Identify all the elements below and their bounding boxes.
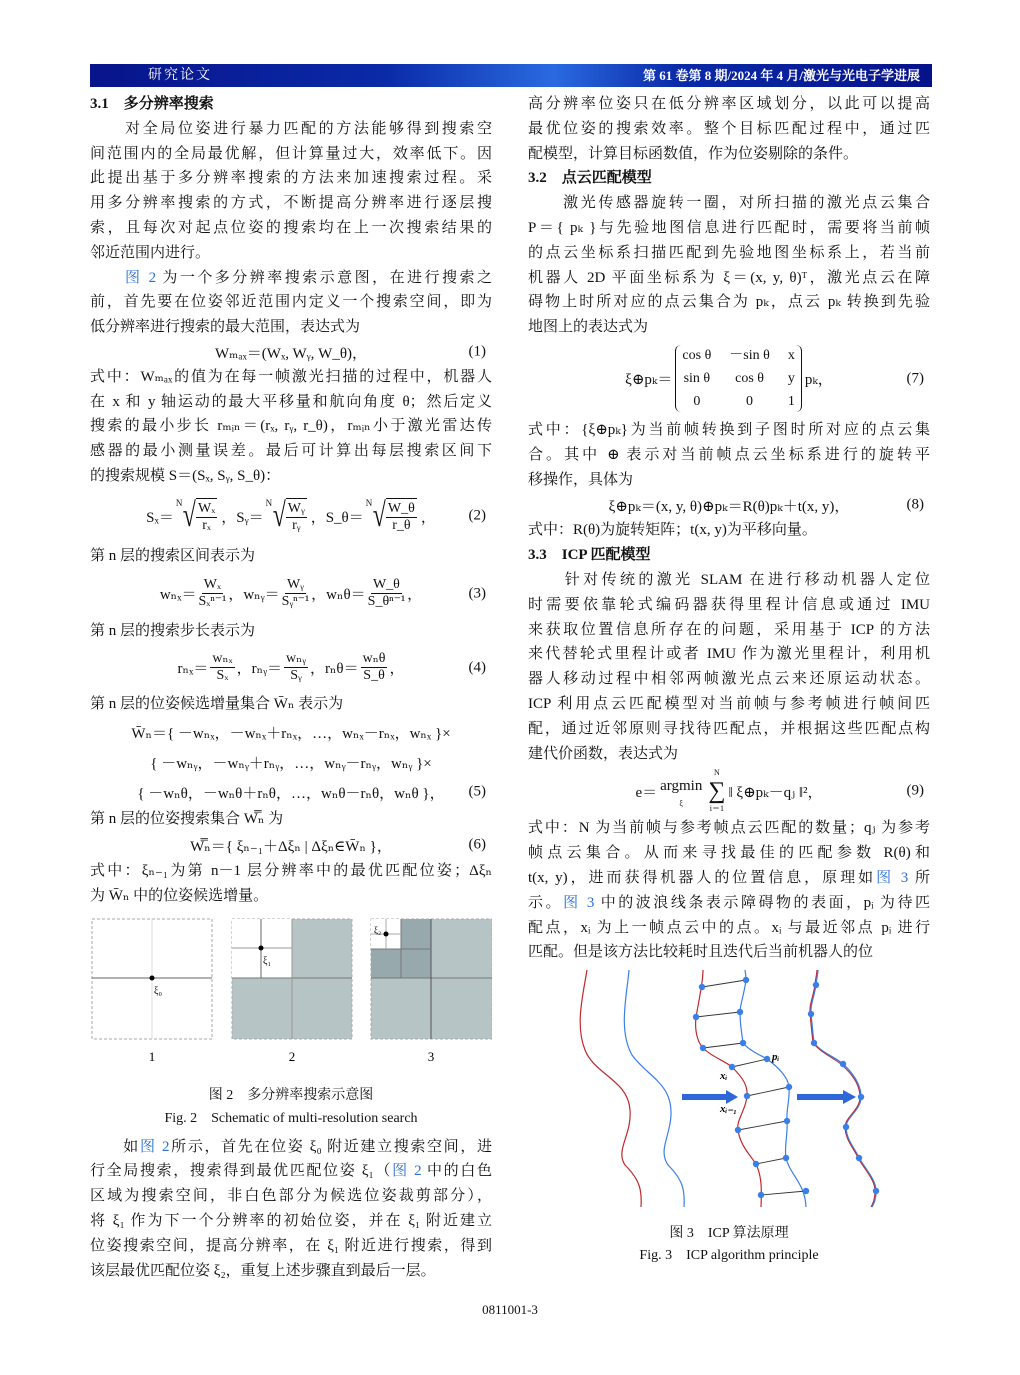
section-heading: 3.3 ICP 匹配模型 — [528, 547, 651, 564]
point-marker — [843, 1124, 849, 1130]
paragraph — [528, 816, 930, 965]
text-line: 最优位姿的搜索效率。整个目标匹配过程中，通过匹 — [528, 120, 930, 137]
text-line: 前，首先要在位姿邻近范围内定义一个搜索空间，即为 — [90, 294, 492, 311]
math-text: ，Sᵧ＝ — [221, 509, 264, 526]
text-line: 将 ξ₁ 作为下一个分辨率的初始位姿，并在 ξ₁ 附近建立 — [90, 1212, 492, 1229]
icp-diagram — [528, 965, 930, 1210]
text-line: 合。其中 ⊕ 表示对当前帧点云坐标系进行的旋转平 — [528, 446, 930, 463]
text-line: 匹配。但是该方法比较耗时且迭代后当前机器人的位 — [528, 944, 874, 961]
equation-body — [609, 495, 850, 516]
paragraph — [528, 418, 930, 492]
nth-root — [266, 498, 309, 534]
text-line: 该层最优匹配位姿 ξ₂，重复上述步骤直到最后一层。 — [90, 1262, 436, 1279]
equation-number: (3) — [468, 585, 486, 602]
panel-3 — [371, 919, 492, 1039]
figure-2 — [90, 909, 492, 1135]
equation — [528, 492, 930, 518]
numerator: wₙᵧ — [286, 651, 306, 667]
text-line: 式中：{ξ⊕pₖ}为当前帧转换到子图时所对应的点云集 — [528, 421, 930, 438]
point-marker — [783, 1155, 789, 1161]
panel-label-1: 1 — [148, 1048, 156, 1064]
equation-body — [146, 498, 436, 534]
point-marker — [700, 1045, 706, 1051]
equation-body — [635, 768, 822, 814]
figure-link[interactable]: 图 2 — [392, 1163, 422, 1180]
equation — [90, 569, 492, 619]
root-index: N — [365, 498, 373, 509]
paragraph — [90, 859, 492, 909]
text-line: 搜索的最小步长 rₘᵢₙ＝(rₓ, rᵧ, r_θ)，rₘᵢₙ小于激光雷达传 — [90, 418, 492, 435]
fraction — [286, 498, 307, 534]
figure-2-caption-cn: 图 2 多分辨率搜索示意图 — [208, 1087, 374, 1103]
blue-curve-2 — [740, 970, 806, 1207]
matrix — [675, 345, 801, 412]
multi-resolution-diagram — [90, 917, 492, 1067]
paragraph — [528, 92, 930, 166]
paragraph — [90, 619, 492, 644]
text-line: 低分辨率进行搜索的最大范围，表达式为 — [90, 319, 361, 336]
matrix-cell: 1 — [787, 394, 795, 410]
text-line: 用多分辨率搜索的方式，不断提高分辨率进行逐层搜 — [90, 195, 492, 212]
denominator: Sₓ — [216, 668, 229, 684]
denominator: r_θ — [392, 518, 411, 534]
journal-header-bar — [90, 64, 932, 87]
denominator: S_θⁿ⁻¹ — [367, 594, 406, 610]
text-line: 来获取位置信息所存在的问题，采用基于 ICP 的方法 — [528, 621, 930, 638]
math-text: { －wₙᵧ，－wₙᵧ＋rₙᵧ，…，wₙᵧ－rₙᵧ，wₙᵧ }× — [150, 755, 432, 772]
equation-body — [131, 722, 450, 743]
text-line: 第 n 层的搜索区间表示为 — [90, 547, 256, 564]
section-heading: 3.1 多分辨率搜索 — [90, 96, 214, 112]
matrix-cell: sin θ — [683, 371, 711, 387]
denominator: Sᵧⁿ⁻¹ — [281, 594, 310, 610]
equation-number: (9) — [906, 782, 924, 799]
matrix-cell: 0 — [746, 394, 754, 410]
point-marker — [740, 1040, 746, 1046]
section-label: 研究论文 — [148, 68, 212, 83]
equation-number: (6) — [468, 836, 486, 853]
correspondence-line — [702, 980, 746, 987]
math-text: { －wₙθ，－wₙθ＋rₙθ，…，wₙθ－rₙθ，wₙθ }， — [137, 785, 445, 802]
fraction — [196, 498, 217, 534]
text-line: 配，通过近邻原则寻找待匹配点，并根据这些匹配点构 — [528, 720, 930, 737]
aligned-blue-curve — [811, 970, 876, 1207]
denominator: rᵧ — [292, 518, 301, 534]
paragraph — [528, 518, 930, 543]
matrix-cell: y — [787, 371, 795, 387]
text-segment: 如 — [90, 1138, 140, 1155]
point-marker — [803, 1188, 809, 1194]
math-text: ， — [407, 587, 423, 604]
text-line: 碍物上时所对应的点云集合为 pₖ，点云 pₖ 转换到先验 — [528, 294, 930, 311]
math-text: rₙₓ＝ — [177, 661, 209, 678]
matrix-cell: x — [787, 348, 795, 364]
paragraph — [90, 692, 492, 717]
equation-number: (1) — [468, 343, 486, 360]
text-line: 感器的最小测量误差。最后可计算出每层搜索区间下 — [90, 443, 492, 460]
paragraph — [90, 365, 492, 489]
numerator: Wᵧ — [287, 501, 305, 517]
numerator: Wₓ — [203, 577, 222, 593]
text-line: 地图上的表达式为 — [528, 319, 649, 336]
equation — [528, 340, 930, 418]
text-segment: 所 — [908, 869, 930, 886]
point-marker — [699, 984, 705, 990]
text-line — [528, 891, 930, 916]
equation-body — [625, 345, 833, 412]
point-marker — [856, 1155, 862, 1161]
equation — [90, 717, 492, 747]
text-line: 针对传统的激光 SLAM 在进行移动机器人定位 — [528, 571, 930, 588]
point-marker — [813, 982, 819, 988]
text-line: 邻近范围内进行。 — [90, 244, 211, 261]
figure-3-caption-en: Fig. 3 ICP algorithm principle — [639, 1248, 819, 1264]
equation-number: (2) — [468, 507, 486, 524]
text-line: 高分辨率位姿只在低分辨率区域划分，以此可以提高 — [528, 96, 930, 112]
numerator: W_θ — [372, 577, 400, 593]
equation — [90, 643, 492, 692]
text-line — [528, 866, 930, 891]
journal-info: 第 61 卷第 8 期/2024 年 4 月/激光与光电子学进展 — [643, 68, 920, 83]
label-x-i: xᵢ — [720, 1070, 728, 1083]
figure-link[interactable]: 图 2 — [124, 269, 157, 286]
right-column — [528, 92, 930, 1275]
text-line: 的搜索规模 S＝(Sₓ, Sᵧ, S_θ)： — [90, 467, 281, 484]
denominator: Sᵧ — [290, 668, 302, 684]
fraction — [386, 498, 417, 534]
denominator: rₓ — [202, 518, 211, 534]
text-line: 在 x 和 y 轴运动的最大平移量和航向角度 θ；然后定义 — [90, 393, 492, 410]
math-text: W̿ₙ＝{ ξₙ₋₁＋Δξₙ | Δξₙ∈W̄ₙ }， — [190, 838, 392, 855]
big-operator — [660, 773, 702, 809]
radical-sign: √ — [272, 497, 286, 535]
operator-upper: N — [713, 768, 720, 778]
math-text: ，wₙᵧ＝ — [228, 587, 280, 604]
equation-number: (4) — [468, 659, 486, 676]
text-line: 式中：N 为当前帧与参考帧点云匹配的数量；qⱼ 为参考 — [528, 820, 930, 837]
math-text: Wₘₐₓ＝(Wₓ, Wᵧ, W_θ)， — [214, 345, 367, 362]
text-line: 激光传感器旋转一圈，对所扫描的激光点云集合 — [528, 195, 930, 212]
figure-3 — [528, 965, 930, 1275]
math-text: ，rₙᵧ＝ — [236, 661, 283, 678]
arrow-1 — [682, 1090, 738, 1104]
nth-root — [366, 498, 419, 534]
point-marker — [858, 1094, 864, 1100]
equation-number: (8) — [906, 496, 924, 513]
red-curve-1 — [580, 970, 641, 1207]
text-segment: 中的白色 — [421, 1163, 492, 1180]
text-line: 器人移动过程中相邻两帧激光点云来还原运动状态。 — [528, 671, 930, 688]
math-text: ，S_θ＝ — [310, 509, 364, 526]
figure-2-caption-en: Fig. 2 Schematic of multi-resolution search — [164, 1110, 418, 1126]
text-line: 第 n 层的搜索步长表示为 — [90, 622, 256, 639]
text-line: 式中：ξₙ₋₁为第 n－1 层分辨率中的最优匹配位姿；Δξₙ — [90, 862, 492, 879]
text-line: 第 n 层的位姿候选增量集合 W̄ₙ 表示为 — [90, 696, 344, 713]
text-segment: 为一个多分辨率搜索示意图，在进行搜索之 — [156, 269, 492, 286]
paragraph — [528, 191, 930, 340]
numerator: wₙₓ — [212, 651, 233, 667]
equation-body — [150, 752, 431, 773]
section-heading: 3.2 点云匹配模型 — [528, 170, 652, 187]
operator: ∑ — [708, 778, 726, 805]
equation — [90, 340, 492, 365]
equation-body — [137, 782, 444, 803]
numerator: Wᵧ — [286, 577, 304, 593]
text-line: 时需要依靠轮式编码器获得里程计信息或通过 IMU — [528, 596, 930, 613]
point-marker — [786, 1084, 792, 1090]
equation — [90, 777, 492, 807]
matrix-cell: cos θ — [735, 371, 764, 387]
operator-lower: i＝1 — [709, 804, 724, 814]
denominator: S_θ — [363, 668, 385, 684]
figure-3-caption-cn: 图 3 ICP 算法原理 — [669, 1226, 789, 1242]
text-line: 对全局位姿进行暴力匹配的方法能够得到搜索空 — [90, 120, 492, 137]
correspondence-line — [696, 1012, 740, 1017]
math-text: W̄ₙ＝{ －wₙₓ，－wₙₓ＋rₙₓ，…，wₙₓ－rₙₓ，wₙₓ }× — [131, 725, 451, 742]
correspondence-line — [738, 1121, 787, 1130]
paragraph — [90, 117, 492, 266]
xi0-label: ξ₀ — [154, 985, 162, 997]
text-line: 间范围内的全局最优解，但计算量过大，效率低下。因 — [90, 145, 492, 162]
text-line: 式中：Wₘₐₓ的值为在每一帧激光扫描的过程中，机器人 — [90, 368, 492, 385]
text-line: ICP 利用点云匹配模型对当前帧与参考帧进行帧间匹 — [528, 695, 930, 712]
figure-link[interactable]: 图 2 — [139, 1138, 170, 1155]
text-line: 机器人 2D 平面坐标系为 ξ＝(x, y, θ)ᵀ，激光点云在障 — [528, 269, 930, 286]
math-text: wₙₓ＝ — [159, 587, 197, 604]
text-segment — [90, 270, 125, 286]
nth-root — [176, 498, 219, 534]
equation-number: (5) — [468, 783, 486, 800]
point-markers — [693, 977, 879, 1198]
point-marker — [758, 1192, 764, 1198]
point-marker — [784, 1118, 790, 1124]
fraction — [282, 577, 310, 610]
red-curve-2 — [696, 970, 762, 1207]
correspondence-line — [747, 1087, 789, 1096]
text-line: 此提出基于多分辨率搜索的方法来加速搜索过程。采 — [90, 170, 492, 187]
figure-link[interactable]: 图 3 — [876, 869, 909, 886]
fraction — [210, 651, 234, 684]
text-line: 帧点云集合。从而来寻找最佳的匹配参数 R(θ)和 — [528, 845, 930, 862]
text-line: 为 W̄ₙ 中的位姿候选增量。 — [90, 887, 269, 904]
math-text: Sₓ＝ — [146, 509, 174, 526]
math-text: ξ⊕pₖ＝ — [625, 372, 673, 389]
text-line: 式中：R(θ)为旋转矩阵；t(x, y)为平移向量。 — [528, 522, 817, 539]
text-segment: 行全局搜索，搜索得到最优匹配位姿 ξ₁（ — [90, 1163, 393, 1180]
fraction — [284, 651, 308, 684]
equation — [90, 489, 492, 544]
text-line: 配模型，计算目标函数值，作为位姿剔除的条件。 — [528, 145, 859, 162]
point-marker — [693, 1014, 699, 1020]
aligned-red-curve — [810, 970, 875, 1207]
point-marker — [737, 1009, 743, 1015]
radical-sign: √ — [183, 497, 197, 535]
numerator: W_θ — [387, 501, 415, 517]
arrow-2 — [797, 1090, 856, 1104]
text-line — [90, 1159, 492, 1184]
math-text: e＝ — [635, 784, 658, 801]
root-index: N — [175, 498, 183, 509]
denominator: Sₓⁿ⁻¹ — [198, 594, 227, 610]
math-text: ‖ ξ⊕pₖ－qⱼ ‖²， — [728, 784, 823, 801]
equation-body — [190, 835, 392, 856]
math-text: ξ⊕pₖ＝(x, y, θ)⊕pₖ＝R(θ)pₖ＋t(x, y)， — [608, 498, 850, 515]
text-line: 配点，xᵢ 为上一帧点云中的点。xᵢ 与最近邻点 pᵢ 进行 — [528, 919, 930, 936]
numerator: wₙθ — [362, 651, 386, 667]
fraction — [361, 651, 388, 684]
paragraph — [528, 568, 930, 766]
label-x-prev: xᵢ₋₁ — [720, 1103, 738, 1116]
correspondence-line — [732, 1059, 767, 1067]
correspondence-line — [756, 1158, 786, 1164]
panel-1 — [92, 919, 212, 1039]
text-line: 索，且每次对起点位姿的搜索均在上一次搜索结果的 — [90, 219, 492, 236]
paragraph — [90, 1135, 492, 1284]
fraction — [368, 577, 406, 610]
numerator: Wₓ — [198, 501, 216, 517]
label-p-i: pᵢ — [772, 1051, 780, 1064]
point-marker — [729, 1064, 735, 1070]
point-marker — [735, 1127, 741, 1133]
text-line: 移操作，具体为 — [528, 471, 634, 488]
equation-number: (7) — [906, 370, 924, 387]
equation-body — [160, 577, 422, 610]
point-marker — [764, 1056, 770, 1062]
math-text: ， — [389, 661, 405, 678]
figure-link[interactable]: 图 3 — [563, 894, 595, 911]
text-segment: 所示，首先在位姿 ξ₀ 附近建立搜索空间，进 — [169, 1138, 492, 1155]
point-marker — [840, 1061, 846, 1067]
xi1-label: ξ₁ — [263, 955, 271, 967]
text-line — [90, 266, 492, 291]
paragraph — [90, 807, 492, 832]
text-line: 来代替轮式里程计或者 IMU 作为激光里程计，利用机 — [528, 646, 930, 663]
text-segment: 示。 — [528, 894, 564, 911]
paragraph — [90, 266, 492, 340]
operator: argmin — [660, 778, 703, 795]
xi2-label: ξ₂ — [374, 924, 382, 935]
equation-body — [178, 651, 405, 684]
text-segment: 中的波浪线条表示障碍物的表面，pᵢ 为待匹 — [594, 894, 930, 911]
point-marker — [811, 1040, 817, 1046]
page-number: 0811001-3 — [482, 1302, 538, 1317]
text-line: 建代价函数，表达式为 — [528, 745, 679, 762]
equation-body — [215, 342, 367, 363]
equation — [90, 832, 492, 859]
text-line: 位姿搜索空间，提高分辨率，在 ξ₁ 附近进行搜索，得到 — [90, 1237, 492, 1254]
panel-label-3: 3 — [427, 1048, 435, 1064]
point-marker — [743, 977, 749, 983]
equation — [90, 747, 492, 777]
text-line: 第 n 层的位姿搜索集合 W̿ₙ 为 — [90, 811, 284, 828]
correspondence-line — [761, 1191, 806, 1195]
panel-2 — [232, 919, 352, 1039]
text-line — [90, 1135, 492, 1160]
big-operator — [708, 768, 725, 814]
point-marker — [744, 1093, 750, 1099]
equation — [528, 766, 930, 816]
root-index: N — [265, 498, 273, 509]
text-line: 区域为搜索空间，非白色部分为候选位姿裁剪部分）， — [90, 1188, 492, 1205]
matrix-cell: cos θ — [682, 348, 712, 364]
paragraph — [90, 544, 492, 569]
point-marker — [808, 1011, 814, 1017]
text-line: 的点云坐标系扫描匹配到先验地图坐标系上，若当前 — [528, 244, 930, 261]
math-text: ，wₙθ＝ — [311, 587, 366, 604]
text-line: P＝{ pₖ }与先验地图信息进行匹配时，需要将当前帧 — [528, 219, 930, 236]
text-segment: t(x, y)，进而获得机器人的位置信息，原理如 — [528, 869, 877, 886]
matrix-cell: 0 — [693, 394, 701, 410]
matrix-cell: －sin θ — [729, 348, 770, 364]
point-marker — [753, 1161, 759, 1167]
math-text: pₖ， — [804, 372, 833, 389]
correspondence-line — [703, 1043, 743, 1048]
fraction — [199, 577, 227, 610]
left-column — [90, 92, 492, 1283]
math-text: ，rₙθ＝ — [309, 661, 359, 678]
point-marker — [873, 1188, 879, 1194]
operator-lower: ξ — [679, 799, 683, 809]
math-text: ， — [420, 509, 436, 526]
radical-sign: √ — [373, 497, 387, 535]
blue-curve-1 — [624, 970, 684, 1207]
panel-label-2: 2 — [288, 1048, 296, 1064]
